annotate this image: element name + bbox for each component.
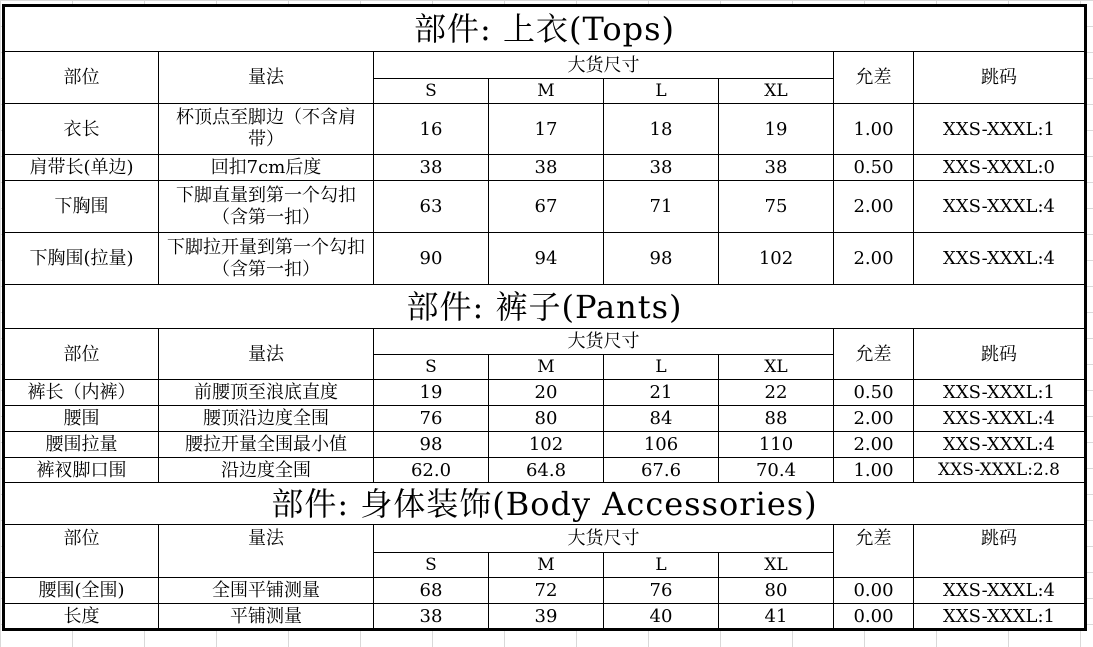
cell-part[interactable]: 腰围: [5, 406, 159, 432]
section-title-row: [5, 285, 1085, 329]
cell-tolerance[interactable]: 0.50: [834, 155, 914, 181]
size-m[interactable]: M: [489, 79, 604, 104]
cell-method[interactable]: 腰拉开量全围最小值: [159, 432, 374, 458]
section-title-tops[interactable]: 部件: 上衣(Tops): [5, 7, 1085, 52]
size-m[interactable]: M: [489, 355, 604, 380]
table-row: [5, 104, 1085, 155]
size-s[interactable]: S: [374, 355, 489, 380]
cell-s[interactable]: 76: [374, 406, 489, 432]
table-row: [5, 155, 1085, 181]
cell-grade[interactable]: XXS-XXXL:4: [914, 578, 1085, 604]
cell-xl[interactable]: 22: [719, 380, 834, 406]
cell-m[interactable]: 39: [489, 604, 604, 629]
cell-xl[interactable]: 102: [719, 233, 834, 285]
size-s[interactable]: S: [374, 79, 489, 104]
header-method[interactable]: 量法: [159, 525, 374, 578]
cell-tolerance[interactable]: 1.00: [834, 458, 914, 483]
cell-method[interactable]: 下脚直量到第一个勾扣（含第一扣）: [159, 181, 374, 233]
header-tolerance[interactable]: 允差: [834, 525, 914, 578]
cell-l[interactable]: 40: [604, 604, 719, 629]
cell-method[interactable]: 前腰顶至浪底直度: [159, 380, 374, 406]
cell-l[interactable]: 76: [604, 578, 719, 604]
cell-m[interactable]: 38: [489, 155, 604, 181]
size-xl[interactable]: XL: [719, 355, 834, 380]
cell-xl[interactable]: 70.4: [719, 458, 834, 483]
cell-l[interactable]: 38: [604, 155, 719, 181]
header-bulk-size[interactable]: 大货尺寸: [374, 52, 834, 79]
cell-tolerance[interactable]: 0.00: [834, 578, 914, 604]
header-bulk-size[interactable]: 大货尺寸: [374, 329, 834, 355]
cell-grade[interactable]: XXS-XXXL:0: [914, 155, 1085, 181]
header-row: [5, 525, 1085, 553]
cell-s[interactable]: 90: [374, 233, 489, 285]
cell-tolerance[interactable]: 2.00: [834, 432, 914, 458]
cell-part[interactable]: 下胸围(拉量): [5, 233, 159, 285]
cell-m[interactable]: 94: [489, 233, 604, 285]
cell-l[interactable]: 106: [604, 432, 719, 458]
cell-grade[interactable]: XXS-XXXL:4: [914, 233, 1085, 285]
header-grade[interactable]: 跳码: [914, 525, 1085, 578]
cell-part[interactable]: 长度: [5, 604, 159, 629]
cell-m[interactable]: 17: [489, 104, 604, 155]
cell-method[interactable]: 杯顶点至脚边（不含肩带）: [159, 104, 374, 155]
cell-tolerance[interactable]: 2.00: [834, 233, 914, 285]
table-row: [5, 458, 1085, 483]
cell-part[interactable]: 衣长: [5, 104, 159, 155]
section-title-body-accessories[interactable]: 部件: 身体装饰(Body Accessories): [5, 483, 1085, 525]
header-part[interactable]: 部位: [5, 525, 159, 578]
section-title-pants[interactable]: 部件: 裤子(Pants): [5, 285, 1085, 329]
cell-grade[interactable]: XXS-XXXL:4: [914, 181, 1085, 233]
cell-s[interactable]: 98: [374, 432, 489, 458]
cell-s[interactable]: 38: [374, 604, 489, 629]
cell-grade[interactable]: XXS-XXXL:1: [914, 604, 1085, 629]
header-grade[interactable]: 跳码: [914, 52, 1085, 104]
header-tolerance[interactable]: 允差: [834, 329, 914, 380]
cell-xl[interactable]: 80: [719, 578, 834, 604]
cell-part[interactable]: 裤衩脚口围: [5, 458, 159, 483]
cell-m[interactable]: 64.8: [489, 458, 604, 483]
cell-part[interactable]: 腰围拉量: [5, 432, 159, 458]
size-s[interactable]: S: [374, 553, 489, 578]
header-tolerance[interactable]: 允差: [834, 52, 914, 104]
header-method[interactable]: 量法: [159, 52, 374, 104]
header-bulk-size[interactable]: 大货尺寸: [374, 525, 834, 553]
size-xl[interactable]: XL: [719, 553, 834, 578]
cell-xl[interactable]: 38: [719, 155, 834, 181]
cell-tolerance[interactable]: 2.00: [834, 406, 914, 432]
cell-s[interactable]: 68: [374, 578, 489, 604]
size-m[interactable]: M: [489, 553, 604, 578]
cell-m[interactable]: 80: [489, 406, 604, 432]
cell-l[interactable]: 98: [604, 233, 719, 285]
size-xl[interactable]: XL: [719, 79, 834, 104]
cell-grade[interactable]: XXS-XXXL:1: [914, 104, 1085, 155]
cell-xl[interactable]: 19: [719, 104, 834, 155]
cell-tolerance[interactable]: 0.00: [834, 604, 914, 629]
size-l[interactable]: L: [604, 79, 719, 104]
cell-s[interactable]: 19: [374, 380, 489, 406]
cell-l[interactable]: 71: [604, 181, 719, 233]
table-row: [5, 604, 1085, 629]
cell-part[interactable]: 裤长（内裤）: [5, 380, 159, 406]
cell-method[interactable]: 腰顶沿边度全围: [159, 406, 374, 432]
table-row: [5, 380, 1085, 406]
cell-l[interactable]: 67.6: [604, 458, 719, 483]
cell-m[interactable]: 67: [489, 181, 604, 233]
cell-method[interactable]: 全围平铺测量: [159, 578, 374, 604]
cell-method[interactable]: 平铺测量: [159, 604, 374, 629]
cell-m[interactable]: 20: [489, 380, 604, 406]
cell-s[interactable]: 63: [374, 181, 489, 233]
cell-grade[interactable]: XXS-XXXL:1: [914, 380, 1085, 406]
header-part[interactable]: 部位: [5, 329, 159, 380]
header-part[interactable]: 部位: [5, 52, 159, 104]
section-title-row: [5, 7, 1085, 52]
table-row: [5, 578, 1085, 604]
cell-tolerance[interactable]: 2.00: [834, 181, 914, 233]
cell-xl[interactable]: 41: [719, 604, 834, 629]
cell-xl[interactable]: 88: [719, 406, 834, 432]
cell-tolerance[interactable]: 1.00: [834, 104, 914, 155]
header-row: [5, 329, 1085, 355]
size-chart-table: [4, 6, 1085, 629]
cell-l[interactable]: 84: [604, 406, 719, 432]
table-row: [5, 406, 1085, 432]
cell-grade[interactable]: XXS-XXXL:2.8: [914, 458, 1085, 483]
cell-part[interactable]: 下胸围: [5, 181, 159, 233]
table-row: [5, 432, 1085, 458]
cell-method[interactable]: 下脚拉开量到第一个勾扣（含第一扣）: [159, 233, 374, 285]
header-method[interactable]: 量法: [159, 329, 374, 380]
cell-method[interactable]: 回扣7cm后度: [159, 155, 374, 181]
cell-part[interactable]: 肩带长(单边): [5, 155, 159, 181]
cell-s[interactable]: 62.0: [374, 458, 489, 483]
header-row: [5, 52, 1085, 79]
cell-part[interactable]: 腰围(全围): [5, 578, 159, 604]
cell-xl[interactable]: 110: [719, 432, 834, 458]
cell-m[interactable]: 102: [489, 432, 604, 458]
cell-m[interactable]: 72: [489, 578, 604, 604]
header-grade[interactable]: 跳码: [914, 329, 1085, 380]
size-l[interactable]: L: [604, 553, 719, 578]
cell-s[interactable]: 16: [374, 104, 489, 155]
table-row: [5, 181, 1085, 233]
cell-grade[interactable]: XXS-XXXL:4: [914, 406, 1085, 432]
cell-l[interactable]: 18: [604, 104, 719, 155]
cell-tolerance[interactable]: 0.50: [834, 380, 914, 406]
cell-method[interactable]: 沿边度全围: [159, 458, 374, 483]
table-row: [5, 233, 1085, 285]
cell-xl[interactable]: 75: [719, 181, 834, 233]
size-l[interactable]: L: [604, 355, 719, 380]
cell-grade[interactable]: XXS-XXXL:4: [914, 432, 1085, 458]
cell-l[interactable]: 21: [604, 380, 719, 406]
section-title-row: [5, 483, 1085, 525]
cell-s[interactable]: 38: [374, 155, 489, 181]
